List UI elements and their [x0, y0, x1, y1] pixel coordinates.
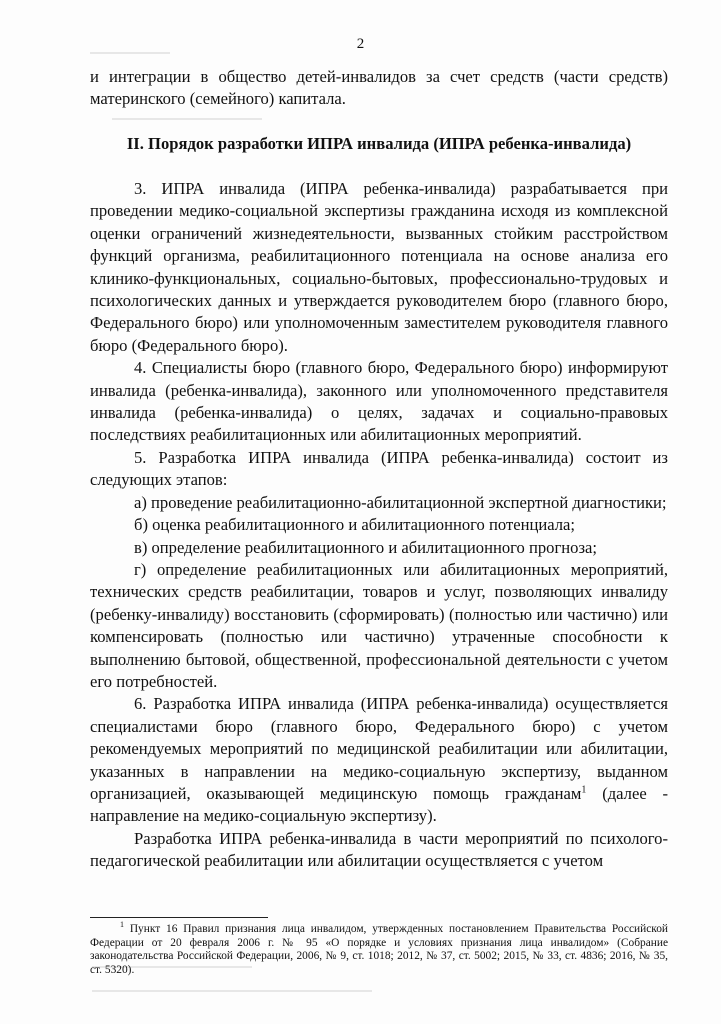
- paragraph-7: Разработка ИПРА ребенка-инвалида в части мероприятий по психолого-педагогической реабилитации или абилитации осуществляется с учетом: [90, 828, 668, 871]
- paragraph-5b: б) оценка реабилитационного и абилитационного потенциала;: [134, 515, 575, 535]
- paragraph-3: 3. ИПРА инвалида (ИПРА ребенка-инвалида) разрабатывается при проведении медико-социальной экспертизы гражданина исходя из комплексной оценки ограничений жизнедеятельности, вызванных стойким расстройством функций организма, реабилитационного потенциала на основе анализа его клинико-функциональных, социально-бытовых, профессионально-трудовых и психологических данных и утверждается руководителем бюро (главного бюро, Федерального бюро) или уполномоченным заместителем руководителя главного бюро (Федерального бюро).: [90, 179, 668, 355]
- paragraph-6: [90, 693, 668, 827]
- footnote-reference: 1: [581, 784, 587, 796]
- page-number: 2: [356, 36, 365, 52]
- intro-paragraph: и интеграции в общество детей-инвалидов за счет средств (части средств) материнского (семейного) капитала.: [90, 67, 668, 109]
- footnote-paragraph: [90, 920, 668, 977]
- footnote-mark: 1: [120, 920, 124, 930]
- section-heading: II. Порядок разработки ИПРА инвалида (ИПРА ребенка-инвалида): [126, 134, 632, 153]
- paragraph-5a: а) проведение реабилитационно-абилитационной экспертной диагностики;: [134, 492, 667, 512]
- intro-paragraph-block: [90, 66, 668, 111]
- footnote-divider: [90, 917, 268, 918]
- footnote: [90, 920, 668, 977]
- paragraph-5d: г) определение реабилитационных или абилитационных мероприятий, технических средств реабилитации, товаров и услуг, позволяющих инвалиду (ребенку-инвалиду) восстановить (сформировать) (полностью или частично) или компенсировать (полностью или частично) утраченные способности к выполнению бытовой, общественной, профессиональной деятельности с учетом его потребностей.: [90, 559, 668, 691]
- paragraph-5: 5. Разработка ИПРА инвалида (ИПРА ребенка-инвалида) состоит из следующих этапов:: [90, 447, 668, 490]
- body-text: [90, 178, 668, 873]
- paragraph-5c: в) определение реабилитационного и абилитационного прогноза;: [134, 537, 597, 557]
- paragraph-4: 4. Специалисты бюро (главного бюро, Федерального бюро) информируют инвалида (ребенка-инвалида), законного или уполномоченного представителя инвалида (ребенка-инвалида) о целях, задачах и социально-правовых последствиях реабилитационных или абилитационных мероприятий.: [90, 358, 668, 445]
- paragraph-6-tail: (далее - направление на медико-социальную экспертизу).: [90, 783, 669, 826]
- paragraph-6-text: 6. Разработка ИПРА инвалида (ИПРА ребенка-инвалида) осуществляется специалистами бюро (главного бюро, Федерального бюро) с учетом рекомендуемых мероприятий по медицинской реабилитации или абилитации, указанных в направлении на медико-социальную экспертизу, выданном организацией, оказывающей медицинскую помощь гражданам: [90, 694, 668, 803]
- scan-artifact: [112, 118, 262, 120]
- scan-artifact: [92, 990, 372, 992]
- footnote-text: Пункт 16 Правил признания лица инвалидом, утвержденных постановлением Правительства Российской Федерации от 20 февраля 2006 г. № 95 «О порядке и условиях признания лица инвалидом» (Собрание законодательства Российской Федерации, 2006, № 9, ст. 1018; 2012, № 37, ст. 5002; 2015, № 33, ст. 4836; 2016, № 35, ст. 5320).: [90, 923, 668, 976]
